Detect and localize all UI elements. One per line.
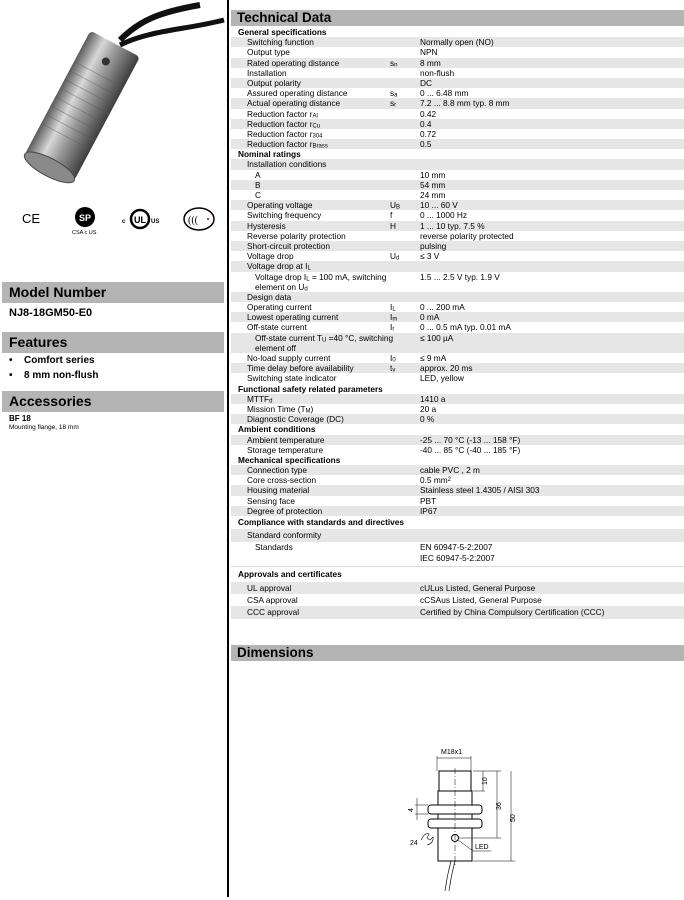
spec-label: Degree of protection [247,505,323,516]
spec-row [231,88,684,98]
spec-label: Installation [247,67,287,78]
spec-row [231,221,684,231]
spec-label: Hysteresis [247,220,286,231]
ul-logo-icon [122,206,166,232]
model-number: NJ8-18GM50-E0 [9,307,93,319]
spec-value: LED, yellow [420,373,464,384]
spec-value: 10 ... 60 V [420,200,458,211]
features-heading: Features [2,332,224,353]
spec-symbol: $I_m$ [390,312,398,323]
svg-text:c: c [122,219,126,225]
spec-row [231,496,684,506]
spec-label: Switching frequency [247,210,322,221]
spec-row [231,180,684,190]
spec-label: C [255,190,261,200]
spec-value: cCSAus Listed, General Purpose [420,595,542,606]
spec-label: Mechanical specifications [238,454,341,465]
spec-row [231,272,684,292]
spec-label: Switching state indicator [247,373,337,384]
spec-label: Mission Time $(T_M)$ [247,403,314,415]
group-header [231,149,684,159]
spec-label: Assured operating distance [247,88,348,99]
spec-label: A [255,169,261,180]
spec-label: Reduction factor $r_{304}$ [247,128,323,140]
spec-row [231,465,684,475]
spec-label: Installation conditions [247,159,327,170]
spec-label: General specifications [238,27,327,37]
spec-value: 1410 a [420,393,446,404]
sensor-product-image [0,0,225,190]
spec-symbol: f [390,210,393,221]
spec-label: Sensing face [247,495,295,506]
spec-symbol: $t_v$ [390,363,396,374]
spec-value: pulsing [420,240,447,251]
spec-row [231,333,684,353]
spec-value: NPN [420,47,438,58]
spec-label: Operating current [247,302,312,313]
spec-label: Time delay before availability [247,363,354,374]
dim-4: 4 [408,808,415,812]
ccc-logo-icon [182,206,216,232]
spec-value: 20 a [420,403,437,414]
spec-label: Ambient temperature [247,434,325,445]
accessories-heading: Accessories [2,391,224,412]
spec-row [231,119,684,129]
spec-label: Core cross-section [247,475,317,486]
spec-label: Output polarity [247,77,301,88]
spec-label: Standards [255,542,293,553]
spec-label: No-load supply current [247,353,331,364]
wrench-size-label: 24 [410,840,418,847]
csa-logo-icon [70,205,106,229]
spec-label: Design data [247,291,292,302]
dim-36: 36 [496,802,503,810]
spec-symbol: $U_d$ [390,251,400,262]
spec-value: 0.42 [420,108,437,119]
spec-value: 0 mA [420,312,440,323]
accessory-name[interactable]: BF 18 [9,414,31,423]
spec-row [231,210,684,220]
spec-value: 24 mm [420,190,446,200]
spec-row [231,404,684,414]
spec-value: 0 % [420,414,435,425]
spec-label: CSA approval [247,595,298,606]
spec-row [231,159,684,169]
spec-symbol: H [390,220,396,231]
spec-value: cULus Listed, General Purpose [420,583,536,594]
spec-label: Standard conformity [247,530,322,541]
accessory-description: Mounting flange, 18 mm [9,424,79,431]
spec-row [231,445,684,455]
spec-value: Certified by China Compulsory Certification (CCC) [420,607,605,618]
spec-value: PBT [420,495,437,506]
led-label: LED [475,844,489,851]
spec-row [231,475,684,485]
technical-data-heading: Technical Data [231,10,684,26]
spec-row [231,200,684,210]
spec-row [231,78,684,88]
spec-row [231,129,684,139]
spec-value: 0 ... 1000 Hz [420,210,468,221]
spec-value: 0 ... 200 mA [420,302,465,313]
feature-text: Comfort series [24,355,95,366]
group-header [231,455,684,465]
spec-row [231,109,684,119]
spec-row [231,594,684,606]
spec-row [231,302,684,312]
spec-value: 0.5 $mm^2$ [420,475,452,486]
spec-value: cable PVC , 2 m [420,465,480,476]
spec-row [231,47,684,57]
spec-value: DC [420,77,432,88]
spec-row [231,435,684,445]
spec-value: 0.4 [420,118,432,129]
spec-value: 54 mm [420,179,446,190]
spec-symbol: $I_L$ [390,302,396,313]
spec-row [231,606,684,619]
spec-row [231,485,684,495]
spec-row [231,529,684,542]
dim-10: 10 [482,777,489,785]
thread-label: M18x1 [441,749,463,756]
spec-row [231,542,684,566]
spec-label: Nominal ratings [238,149,301,160]
spec-label: UL approval [247,583,292,594]
spec-row [231,139,684,149]
feature-item: • Comfort series [9,355,95,366]
spec-label: Functional safety related parameters [238,383,383,394]
spec-label: Housing material [247,485,310,496]
spec-value: 8 mm [420,57,441,68]
spec-value: 0 ... 6.48 mm [420,88,469,99]
spec-label: Connection type [247,465,307,476]
spec-row [231,98,684,108]
spec-label: Voltage drop at $I_L$ [247,261,311,272]
spec-value: non-flush [420,67,455,78]
spec-label: Approvals and certificates [238,569,342,580]
spec-label: B [255,179,261,190]
spec-row [231,312,684,322]
spec-value: 10 mm [420,169,446,180]
spec-row [231,582,684,594]
spec-label: Ambient conditions [238,424,316,435]
spec-row [231,353,684,363]
spec-value: ≤ 9 mA [420,353,447,364]
spec-label: Rated operating distance [247,57,340,68]
spec-value: Stainless steel 1.4305 / AISI 303 [420,485,540,496]
spec-row [231,394,684,404]
spec-row [231,68,684,78]
spec-value: approx. 20 ms [420,363,473,374]
spec-value: IP67 [420,505,438,516]
spec-label: Off-state current [247,322,307,333]
spec-value: Normally open (NO) [420,37,494,48]
spec-value: ≤ 100 µA [420,332,454,343]
ce-mark-icon: CE [22,211,41,226]
spec-row [231,292,684,302]
group-header [231,27,684,37]
spec-row [231,58,684,68]
spec-label: Storage temperature [247,444,324,455]
spec-value: ≤ 3 V [420,251,440,262]
spec-row [231,170,684,180]
spec-row [231,190,684,200]
spec-label: Operating voltage [247,200,313,211]
spec-value: 0.72 [420,128,437,139]
spec-row [231,241,684,251]
model-number-heading: Model Number [2,282,224,303]
certification-logos [0,205,225,239]
spec-value: 7.2 ... 8.8 mm typ. 8 mm [420,98,510,109]
spec-row [231,373,684,383]
spec-value: EN 60947-5-2:2007 IEC 60947-5-2:2007 [420,542,495,564]
csa-certification-text: CSA c US [72,230,97,236]
group-header [231,384,684,394]
spec-label: Off-state current $T_U =40$ °C, switching element off [255,332,394,353]
spec-value: -25 ... 70 °C (-13 ... 158 °F) [420,434,521,445]
spec-label: Voltage drop [247,251,294,262]
spec-row [231,414,684,424]
spec-symbol: $s_a$ [390,88,398,99]
dimension-drawing [401,740,541,900]
spec-label: $MTTF_d$ [247,393,273,405]
spec-label: Reduction factor $r_{Al}$ [247,108,318,119]
spec-label: Reverse polarity protection [247,230,346,241]
svg-text:(((: ((( [188,215,198,226]
spec-value: 1 ... 10 typ. 7.5 % [420,220,485,231]
spec-label: Voltage drop $I_L = 100$ mA, switching element on $U_d$ [255,271,387,293]
spec-row [231,231,684,241]
spec-symbol: $U_B$ [390,200,401,211]
spec-label: Reduction factor $r_{Cu}$ [247,118,321,130]
spec-row [231,506,684,516]
svg-text:SP: SP [79,213,92,223]
spec-row [231,261,684,271]
feature-text: 8 mm non-flush [24,370,99,381]
spec-label: Diagnostic Coverage (DC) [247,414,344,425]
group-header [231,424,684,434]
spec-symbol: $I_r$ [390,322,395,333]
svg-text:UL: UL [134,215,146,225]
spec-row [231,363,684,373]
spec-value: 0.5 [420,139,432,150]
dimensions-heading: Dimensions [231,645,684,661]
spec-value: 0 ... 0.5 mA typ. 0.01 mA [420,322,511,333]
spec-label: Compliance with standards and directives [238,517,404,528]
spec-value: -40 ... 85 °C (-40 ... 185 °F) [420,444,521,455]
spec-symbol: $s_n$ [390,57,398,69]
svg-text:US: US [151,219,160,225]
spec-label: Short-circuit protection [247,240,331,251]
spec-symbol: $I_0$ [390,353,396,364]
technical-data-table [231,27,684,619]
group-header [231,566,684,582]
spec-row [231,322,684,332]
spec-symbol: $s_r$ [390,98,397,109]
spec-label: Output type [247,47,290,58]
spec-row [231,37,684,47]
spec-row [231,251,684,261]
column-divider [227,0,229,897]
spec-value: reverse polarity protected [420,230,514,241]
spec-value: 1.5 ... 2.5 V typ. 1.9 V [420,271,500,282]
dim-50: 50 [510,814,517,822]
spec-label: CCC approval [247,607,300,618]
spec-label: Lowest operating current [247,312,339,323]
spec-label: Switching function [247,37,314,48]
group-header [231,516,684,529]
feature-item: • 8 mm non-flush [9,370,99,381]
spec-label: Reduction factor $r_{Brass}$ [247,139,328,150]
spec-label: Actual operating distance [247,98,341,109]
